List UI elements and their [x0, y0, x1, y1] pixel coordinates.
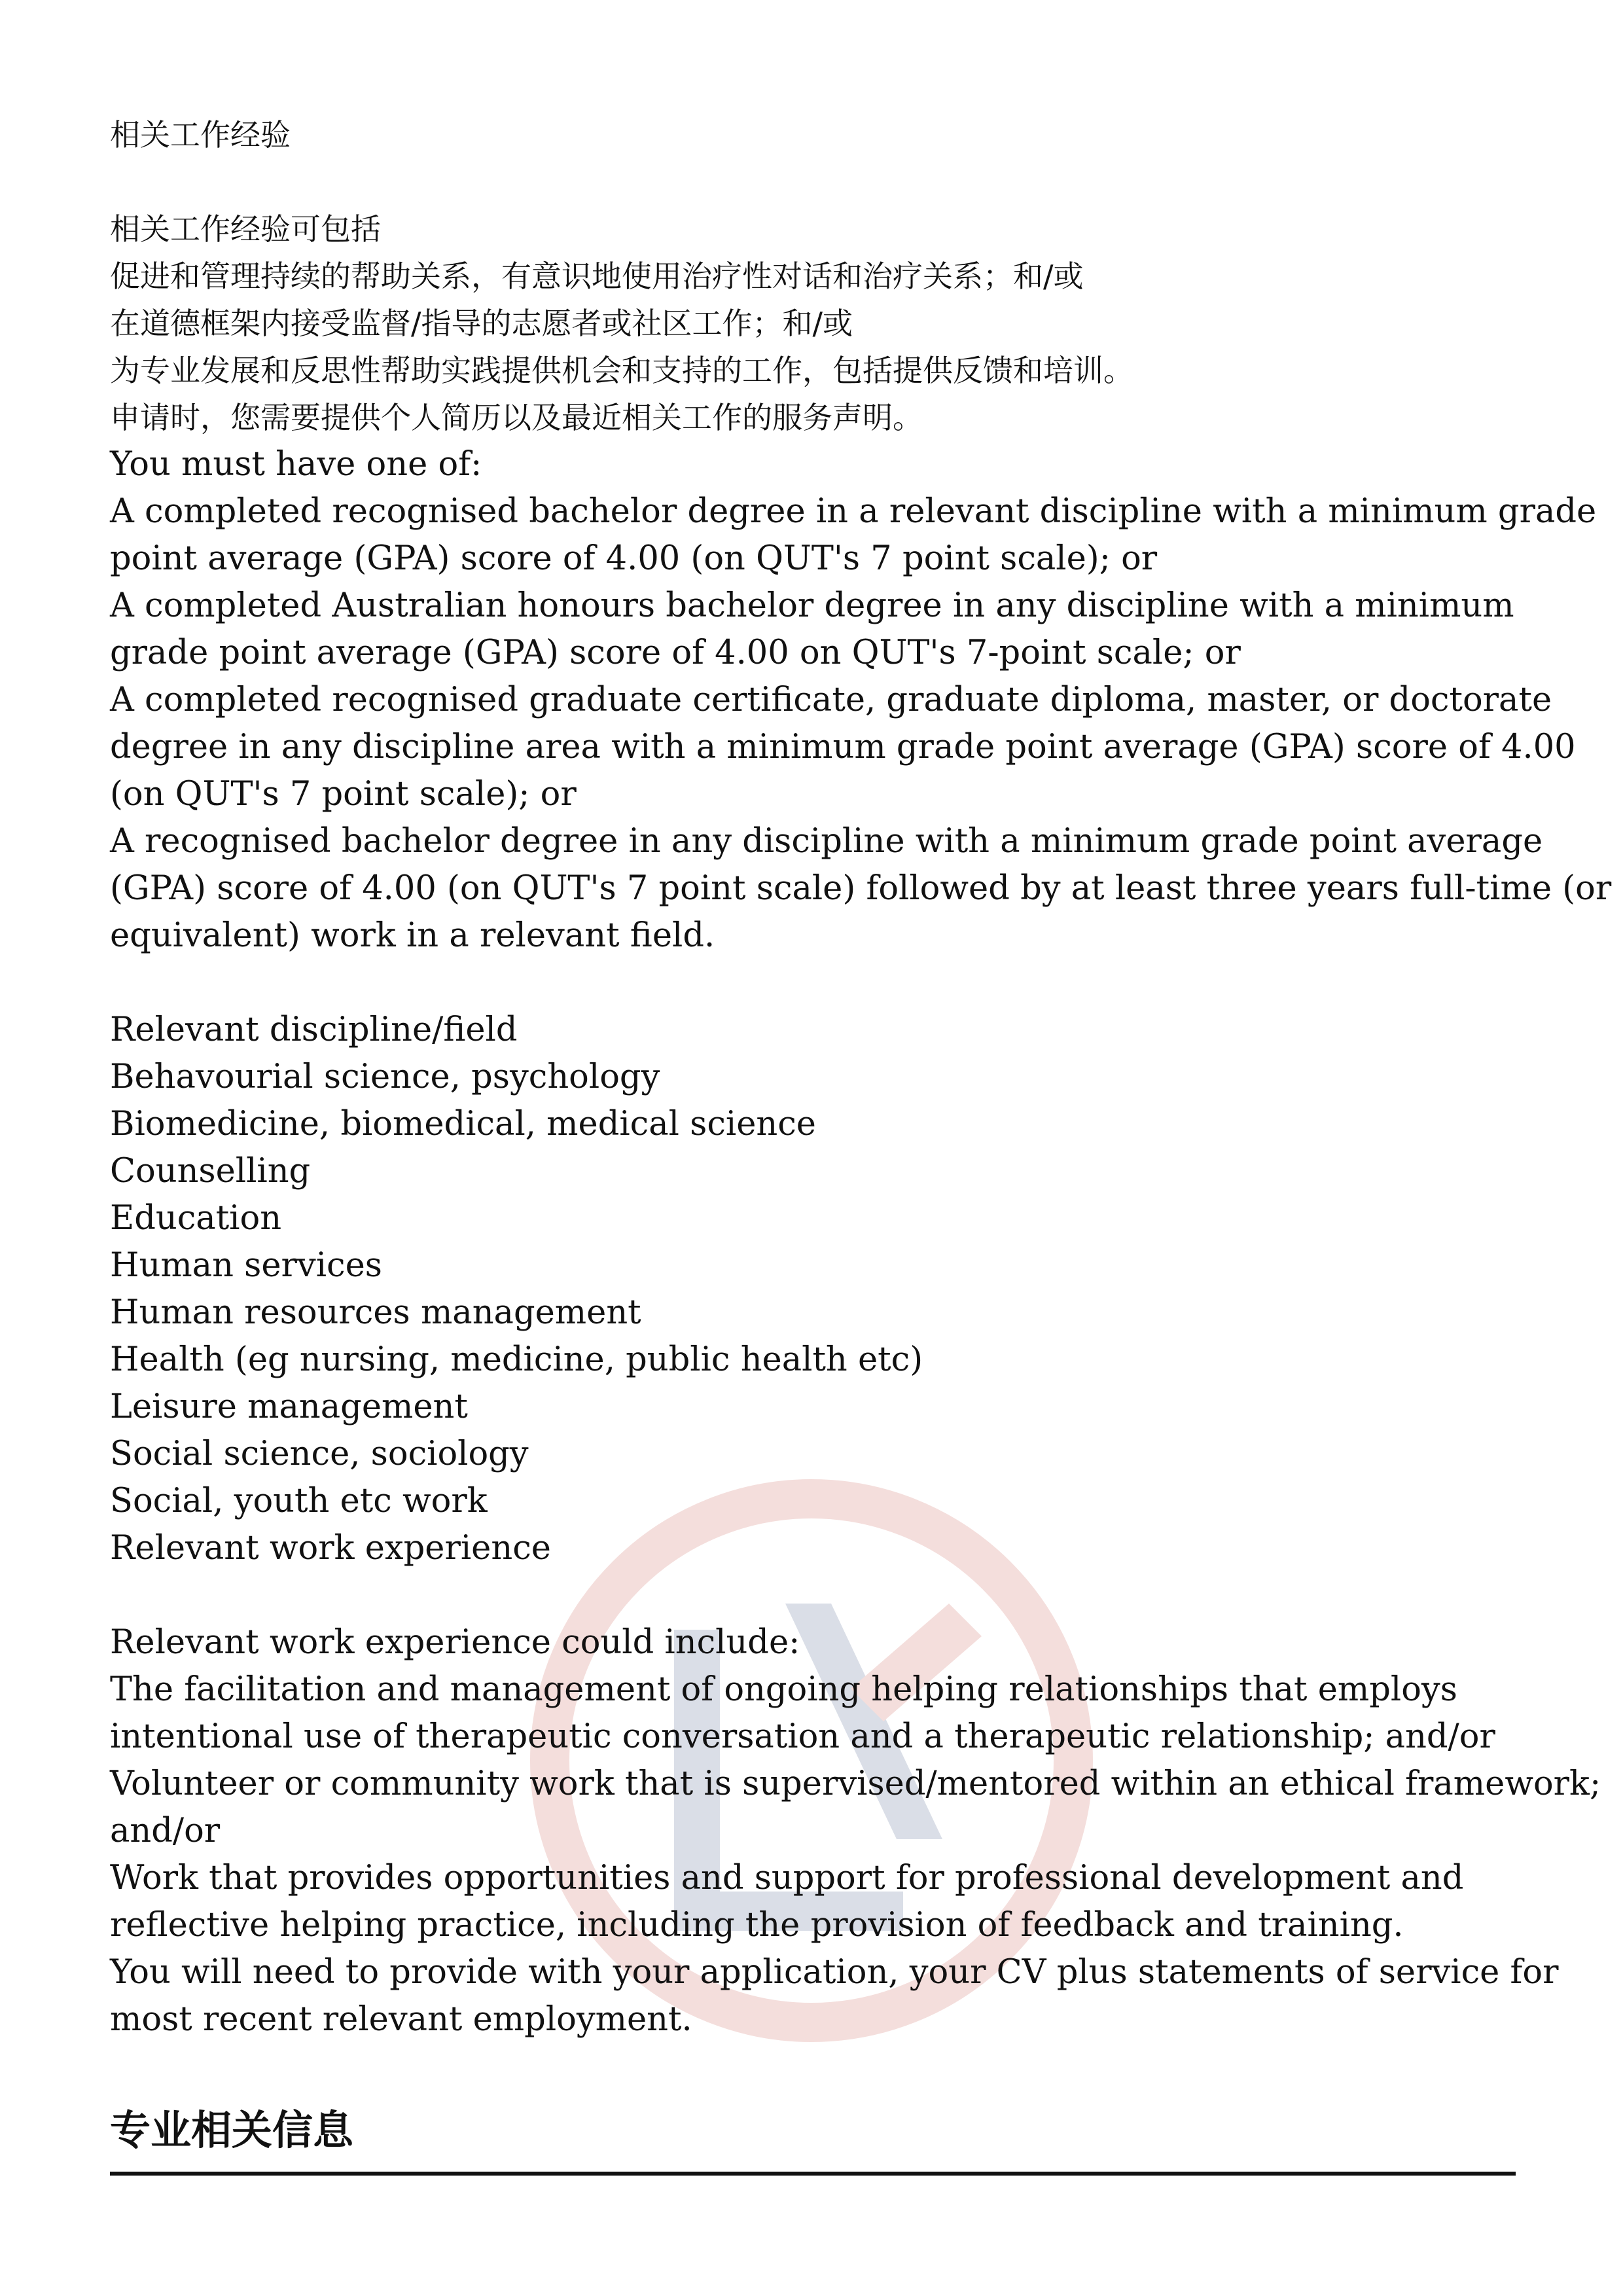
requirement-line: A completed recognised graduate certificate, graduate diploma, master, or doctorate — [110, 681, 1552, 719]
section-divider — [110, 2172, 1516, 2176]
requirement-line: A completed recognised bachelor degree in a relevant discipline with a minimum grade — [110, 492, 1597, 531]
work-experience-line: reflective helping practice, including the provision of feedback and training. — [110, 1906, 1404, 1945]
discipline-item: Health (eg nursing, medicine, public health etc) — [110, 1340, 923, 1379]
discipline-item: Counselling — [110, 1152, 311, 1191]
spacer — [110, 158, 1524, 206]
entry-requirements — [110, 441, 1612, 2043]
discipline-item: Human services — [110, 1246, 382, 1285]
cn-title: 相关工作经验 — [110, 117, 291, 152]
requirement-line: degree in any discipline area with a minimum grade point average (GPA) score of 4.00 — [110, 728, 1576, 766]
requirement-line: A completed Australian honours bachelor degree in any discipline with a minimum — [110, 586, 1514, 625]
disciplines-title: Relevant discipline/field — [110, 1011, 518, 1049]
discipline-item: Social science, sociology — [110, 1435, 529, 1473]
spacer — [110, 1572, 1524, 1619]
requirement-line: (on QUT's 7 point scale); or — [110, 775, 577, 814]
discipline-item: Education — [110, 1199, 282, 1238]
discipline-item: Behavourial science, psychology — [110, 1058, 660, 1096]
requirement-line: equivalent) work in a relevant field. — [110, 916, 715, 955]
work-experience-line: intentional use of therapeutic conversation and a therapeutic relationship; and/or — [110, 1717, 1495, 1756]
work-experience-line: most recent relevant employment. — [110, 2000, 692, 2039]
cn-item: 在道德框架内接受监督/指导的志愿者或社区工作；和/或 — [110, 306, 853, 341]
cn-work-experience — [110, 111, 1524, 441]
work-experience-line: You will need to provide with your application, your CV plus statements of service for — [110, 1953, 1559, 1992]
discipline-item: Relevant work experience — [110, 1529, 551, 1568]
discipline-item: Social, youth etc work — [110, 1482, 488, 1520]
work-experience-intro: Relevant work experience could include: — [110, 1623, 800, 1662]
cn-item: 为专业发展和反思性帮助实践提供机会和支持的工作，包括提供反馈和培训。 — [110, 353, 1133, 388]
discipline-item: Leisure management — [110, 1388, 468, 1426]
work-experience-line: Volunteer or community work that is supervised/mentored within an ethical framework; — [110, 1765, 1601, 1803]
requirement-line: A recognised bachelor degree in any discipline with a minimum grade point average — [110, 822, 1543, 861]
cn-item: 申请时，您需要提供个人简历以及最近相关工作的服务声明。 — [110, 400, 923, 435]
work-experience-line: Work that provides opportunities and support for professional development and — [110, 1859, 1464, 1897]
work-experience-line: The facilitation and management of ongoing helping relationships that employs — [110, 1670, 1457, 1709]
discipline-item: Biomedicine, biomedical, medical science — [110, 1105, 816, 1143]
section-title: 专业相关信息 — [110, 2106, 354, 2154]
spacer — [110, 960, 1524, 1007]
discipline-item: Human resources management — [110, 1293, 641, 1332]
requirement-line: (GPA) score of 4.00 (on QUT's 7 point scale) followed by at least three years full-time (or — [110, 869, 1612, 908]
requirements-intro: You must have one of: — [110, 445, 482, 484]
cn-intro: 相关工作经验可包括 — [110, 211, 381, 247]
requirement-line: point average (GPA) score of 4.00 (on QUT's 7 point scale); or — [110, 539, 1158, 578]
requirement-line: grade point average (GPA) score of 4.00 on QUT's 7-point scale; or — [110, 634, 1241, 672]
work-experience-line: and/or — [110, 1812, 221, 1850]
cn-item: 促进和管理持续的帮助关系，有意识地使用治疗性对话和治疗关系；和/或 — [110, 259, 1084, 294]
